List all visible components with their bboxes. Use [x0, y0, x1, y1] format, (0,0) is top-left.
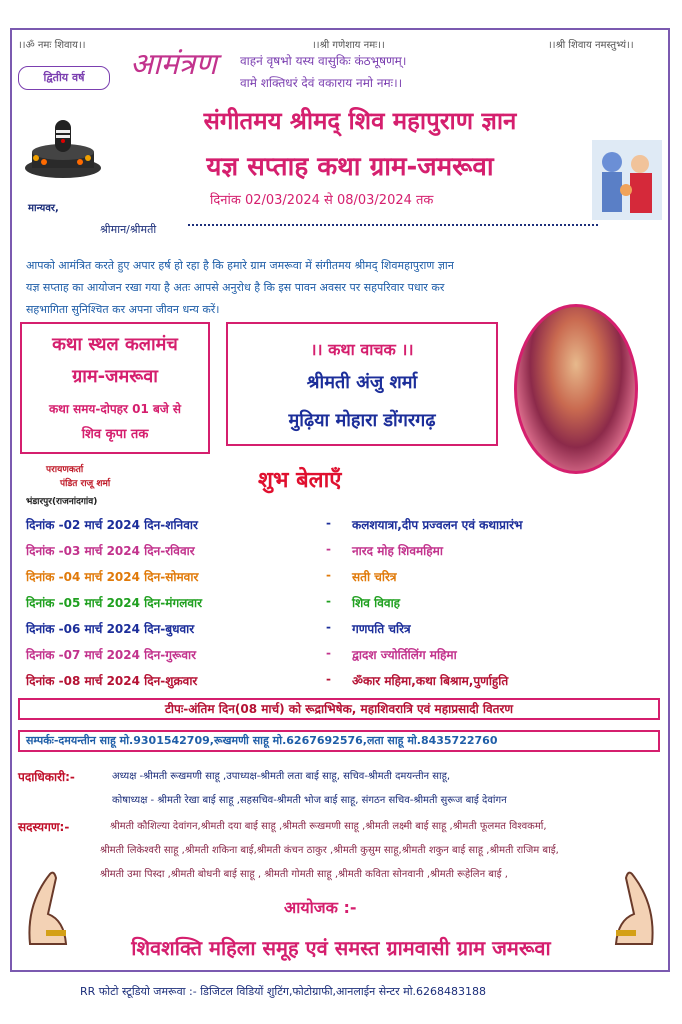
schedule-date: दिनांक -05 मार्च 2024 दिन-मंगलवार — [26, 596, 203, 610]
schedule-date: दिनांक -06 मार्च 2024 दिन-बुधवार — [26, 622, 195, 636]
schedule-event: कलशयात्रा,दीप प्रज्वलन एवं कथाप्रारंभ — [352, 518, 523, 532]
recipient-blank-line — [188, 224, 598, 226]
katha-vachak-box — [226, 322, 498, 446]
invitation-line-1: आपको आमंत्रित करते हुए अपार हर्ष हो रहा है कि हमारे ग्राम जमरूवा में संगीतमय श्रीमद् शिवमहापुराण ज्ञान — [26, 259, 454, 272]
schedule-row — [26, 568, 666, 588]
schedule-date: दिनांक -04 मार्च 2024 दिन-सोमवार — [26, 570, 199, 584]
aamantran-logo: आमंत्रण — [130, 47, 217, 82]
venue-time-end: शिव कृपा तक — [81, 427, 149, 442]
venue-village: ग्राम-जमरूवा — [72, 366, 158, 387]
schedule-separator: - — [326, 516, 331, 530]
invitation-line-3: सहभागिता सुनिश्चित कर अपना जीवन धन्य करें। — [26, 303, 220, 316]
schedule-event: द्वादश ज्योर्तिलिंग महिमा — [352, 648, 457, 662]
shivling-icon — [22, 108, 104, 182]
members-line-1: श्रीमती कौशिल्या देवांगन,श्रीमती दया बाई साहू ,श्रीमती रूखमणी साहू ,श्रीमती लक्ष्मी बाई साहू ,श्रीमती फूलमत विश्वकर्मा, — [110, 821, 547, 832]
shubh-belaye-heading: शुभ बेलाएँ — [258, 468, 342, 493]
schedule-row — [26, 620, 666, 640]
header-ganeshay-namah: ।।श्री गणेशाय नमः।। — [312, 40, 385, 51]
schedule-separator: - — [326, 568, 331, 582]
schedule-row — [26, 516, 666, 536]
namaste-hands-right-icon — [606, 864, 662, 954]
header-om-namah-shivay: ।।ॐ नमः शिवाय।। — [18, 40, 86, 51]
schedule-separator: - — [326, 620, 331, 634]
office-bearers-line-2: कोषाध्यक्ष - श्रीमती रेखा बाई साहू ,सहसचिव-श्रीमती भोज बाई साहू, संगठन सचिव-श्रीमती सुरूज बाई देवांगन — [112, 795, 507, 806]
schedule-event: गणपति चरित्र — [352, 622, 411, 636]
reader-heading: ।। कथा वाचक ।। — [310, 340, 414, 359]
members-line-3: श्रीमती उमा पिस्दा ,श्रीमती बोधनी बाई साहू , श्रीमती गोमती साहू ,श्रीमती कविता सोनवानी ,श्रीमती रूहेलिन बाई , — [100, 869, 508, 880]
recipient-label: श्रीमान/श्रीमती — [100, 223, 157, 236]
parayan-name: पंडित राजू शर्मा — [60, 479, 111, 489]
venue-time: कथा समय-दोपहर 01 बजे से — [48, 402, 182, 416]
namaste-hands-left-icon — [20, 864, 76, 954]
schedule-event: ॐकार महिमा,कथा बिश्राम,पुर्णाहुति — [352, 674, 509, 688]
header-shivay-namastubhyam: ।।श्री शिवाय नमस्तुभ्यं।। — [548, 40, 634, 51]
main-title-line-1: संगीतमय श्रीमद् शिव महापुराण ज्ञान — [203, 107, 517, 135]
sadasyagan-label: सदस्यगण:- — [18, 820, 70, 834]
parayan-label: परायणकर्ता — [46, 465, 84, 475]
shloka-line-1: वाहनं वृषभो यस्य वासुकिः कंठभूषणम्। — [240, 54, 407, 68]
schedule-row — [26, 542, 666, 562]
organizer-label: आयोजक :- — [284, 898, 357, 917]
members-line-2: श्रीमती लिकेश्वरी साहू ,श्रीमती शकिना बाई,श्रीमती कंचन ठाकुर ,श्रीमती कुसुम साहू,श्रीमती शकुन बाई साहू ,श्रीमती राजिम बाई, — [100, 845, 559, 856]
invitation-line-2: यज्ञ सप्ताह का आयोजन रखा गया है अतः आपसे अनुरोध है कि इस पावन अवसर पर सहपरिवार पधार कर — [26, 281, 445, 294]
venue-name: कथा स्थल कलामंच — [52, 334, 178, 355]
footer-studio-credit: RR फोटो स्टूडियो जमरूवा :- डिजिटल विडियों शुटिंग,फोटोग्राफी,आनलाईन सेन्टर मो.6268483188 — [80, 985, 487, 998]
organizer-name: शिवशक्ति महिला समूह एवं समस्त ग्रामवासी ग्राम जमरूवा — [131, 936, 551, 960]
schedule-row — [26, 646, 666, 666]
schedule-event: नारद मोह शिवमहिमा — [352, 544, 443, 558]
schedule-date: दिनांक -07 मार्च 2024 दिन-गुरूवार — [26, 648, 197, 662]
schedule-separator: - — [326, 646, 331, 660]
contact-box: सम्पर्कः-दमयन्तीन साहू मो.9301542709,रूखमणी साहू मो.6267692576,लता साहू मो.8435722760 — [18, 730, 660, 752]
reader-name: श्रीमती अंजु शर्मा — [306, 372, 418, 393]
shloka-line-2: वामे शक्तिधरं देवं वकाराय नमो नमः।। — [240, 76, 403, 90]
event-date-range: दिनांक 02/03/2024 से 08/03/2024 तक — [210, 193, 434, 208]
shiv-parvati-image — [592, 140, 662, 220]
schedule-event: सती चरित्र — [352, 570, 397, 584]
katha-vachak-photo — [514, 304, 638, 474]
schedule-separator: - — [326, 594, 331, 608]
salutation-label: मान्यवर, — [28, 203, 59, 214]
reader-place: मुढ़िया मोहारा डोंगरगढ़ — [288, 410, 436, 431]
schedule-date: दिनांक -02 मार्च 2024 दिन-शनिवार — [26, 518, 198, 532]
schedule-row — [26, 672, 666, 692]
padadhikari-label: पदाधिकारी:- — [18, 770, 75, 784]
schedule-separator: - — [326, 542, 331, 556]
schedule-separator: - — [326, 672, 331, 686]
parayan-place: भंडारपुर(राजनांदगांव) — [26, 497, 98, 507]
second-year-badge: द्वितीय वर्ष — [18, 66, 110, 90]
note-box: टीपः-अंतिम दिन(08 मार्च) को रूद्राभिषेक, महाशिवरात्रि एवं महाप्रसादी वितरण — [18, 698, 660, 720]
schedule-date: दिनांक -08 मार्च 2024 दिन-शुक्रवार — [26, 674, 198, 688]
schedule-event: शिव विवाह — [352, 596, 401, 610]
venue-box — [20, 322, 210, 454]
main-title-line-2: यज्ञ सप्ताह कथा ग्राम-जमरूवा — [206, 152, 494, 182]
office-bearers-line-1: अध्यक्ष -श्रीमती रूखमणी साहू ,उपाध्यक्ष-श्रीमती लता बाई साहू, सचिव-श्रीमती दमयन्तीन साहू, — [112, 771, 451, 782]
schedule-row — [26, 594, 666, 614]
schedule-date: दिनांक -03 मार्च 2024 दिन-रविवार — [26, 544, 195, 558]
